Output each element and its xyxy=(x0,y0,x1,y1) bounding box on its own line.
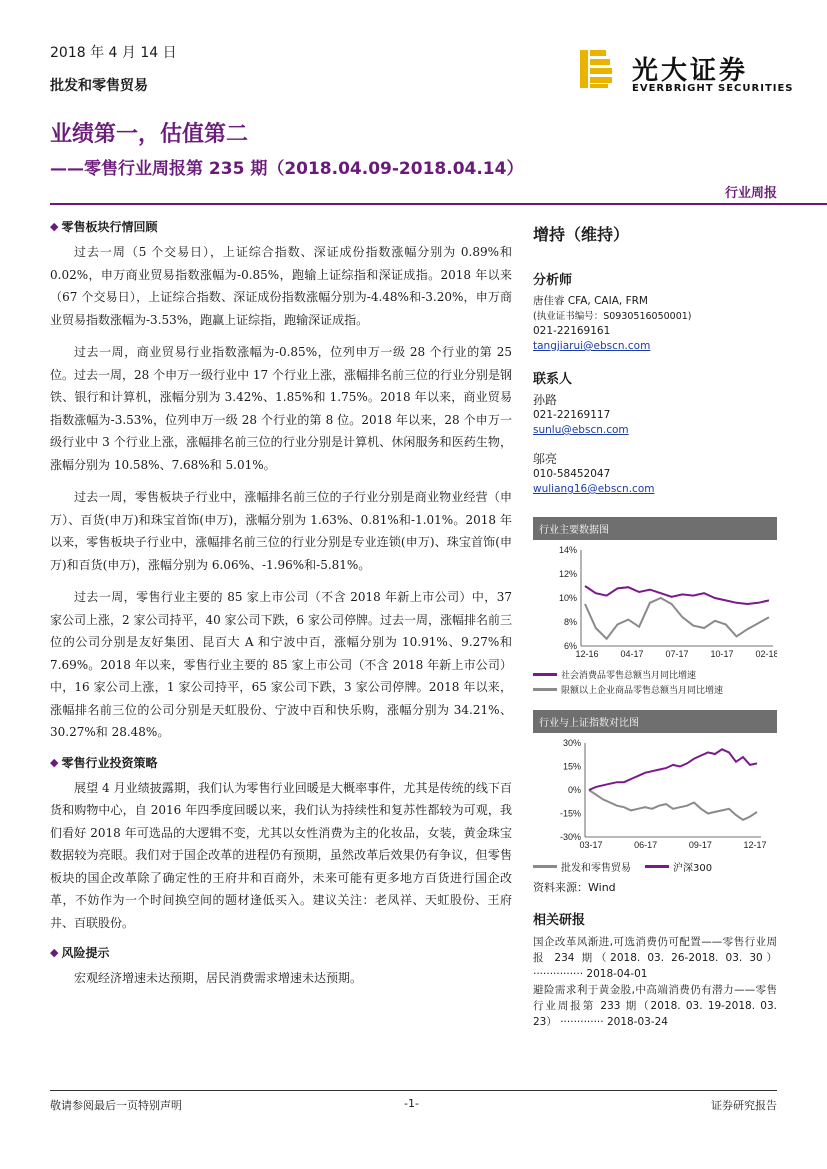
diamond-icon: ◆ xyxy=(50,755,59,769)
sidebar xyxy=(533,222,777,1030)
research-leader-dots: ··············· xyxy=(533,968,587,980)
contact-email-link[interactable]: sunlu@ebscn.com xyxy=(533,424,629,436)
series-line xyxy=(589,749,757,790)
paragraph: 展望 4 月业绩披露期，我们认为零售行业回暖是大概率事件，尤其是传统的线下百货和购物中心，自 2016 年四季度回暖以来，我们认为持续性和复苏性都较为可观，我们看好 2018 年可选品的大逻辑不变，尤其以女性消费为主的化妆品，女装，黄金珠宝数据较为亮眼。我们对于国企改革的进程仍有预期，虽然改革后效果仍有争议，但零售板块的国企改革除了确定性的王府井和百商外，未来可能有更多地方百货进行国企改革，不妨作为一个时间换空间的题材逢低买入。建议关注：老凤祥、天虹股份、王府井、百联股份。 xyxy=(50,780,512,930)
chart-industry-data xyxy=(533,517,777,696)
industry-name: 批发和零售贸易 xyxy=(50,78,148,94)
report-date: 2018 年 4 月 14 日 xyxy=(50,45,177,61)
contact-name: 邬亮 xyxy=(533,452,558,466)
footer-divider xyxy=(50,1090,777,1091)
section-heading xyxy=(50,944,512,961)
legend-label: 限额以上企业商品零售总额当月同比增速 xyxy=(561,686,724,696)
paragraph: 过去一周，商业贸易行业指数涨幅为-0.85%，位列申万一级 28 个行业的第 25 位。过去一周，28 个申万一级行业中 17 个行业上涨，涨幅排名前三位的行业分别是钢铁、银行和计算机，涨幅分别为 3.42%、1.85%和 1.75%。2018 年以来，商业贸易指数涨幅为-3.53%，位列申万一级 28 个行业的第 8 位。2018 年以来，28 个申万一级行业中 3 个行业上涨，涨幅排名前三位的行业分别是计算机、休闲服务和医药生物，涨幅分别为 10.58%、7.68%和 5.01%。 xyxy=(50,345,512,472)
research-leader-dots: ············· xyxy=(556,1016,607,1028)
y-tick-label: 14% xyxy=(558,545,577,555)
analyst-heading: 分析师 xyxy=(533,273,573,288)
y-tick-label: -30% xyxy=(559,832,581,842)
section-market-review xyxy=(50,218,512,744)
y-tick-label: 12% xyxy=(558,569,577,579)
legend-item xyxy=(533,683,777,696)
legend-swatch xyxy=(533,865,557,868)
legend-swatch xyxy=(533,673,557,676)
section-risk xyxy=(50,944,512,990)
diamond-icon: ◆ xyxy=(50,220,59,233)
x-tick-label: 04-17 xyxy=(620,649,644,659)
paragraph: 过去一周，零售行业主要的 85 家上市公司（不含 2018 年新上市公司）中，37 家公司上涨，2 家公司持平，40 家公司下跌，6 家公司停牌。过去一周，涨幅排名前三位的公司分别是友好集团、昆百大 A 和宁波中百，涨幅分别为 10.91%、9.27%和 7.69%。2018 年以来，零售行业主要的 85 家上市公司（不含 2018 年新上市公司）中，16 家公司上涨，1 家公司持平，65 家公司下跌，3 家公司停牌。2018 年以来，涨幅排名前三位的公司分别是天虹股份、宁波中百和快乐购，涨幅分别为 34.21%、30.27%和 28.48%。 xyxy=(50,590,512,739)
research-date: 2018-03-24 xyxy=(606,1016,668,1028)
section-heading-text: 零售行业投资策略 xyxy=(61,755,158,770)
legend-label: 批发和零售贸易 xyxy=(561,863,631,874)
page-number: -1- xyxy=(404,1097,419,1110)
section-heading xyxy=(50,754,512,771)
contact-name: 孙路 xyxy=(533,393,558,407)
chart-industry-vs-index xyxy=(533,710,777,895)
x-tick-label: 12-17 xyxy=(743,840,767,850)
paragraph: 过去一周，零售板块子行业中，涨幅排名前三位的子行业分别是商业物业经营（申万）、百货(申万)和珠宝首饰(申万)，涨幅分别为 1.63%、0.81%和-1.01%。2018 年以来，零售板块子行业中，涨幅排名前三位的行业分别是专业连锁(申万)、珠宝首饰(申万)和百货(申万)，涨幅分别为 6.06%、-1.96%和-5.81%。 xyxy=(50,490,512,572)
research-title: 避险需求利于黄金股,中高端消费仍有潜力——零售行业周报第 233 期（2018. 03. 19-2018. 03. 23） xyxy=(533,984,777,1028)
research-item xyxy=(533,982,777,1030)
chart-title: 行业主要数据图 xyxy=(533,517,777,540)
x-tick-label: 02-18 xyxy=(755,649,777,659)
x-tick-label: 06-17 xyxy=(634,840,658,850)
y-tick-label: 6% xyxy=(563,641,577,651)
contact-email-link[interactable]: wuliang16@ebscn.com xyxy=(533,483,655,495)
paragraph: 过去一周（5 个交易日），上证综合指数、深证成份指数涨幅分别为 0.89%和 0.02%，申万商业贸易指数涨幅为-0.85%，跑输上证综指和深证成指。2018 年以来（67 个交易日），上证综合指数、深证成份指数涨幅分别为-4.48%和-3.20%，申万商业贸易指数涨幅为-3.53%，跑赢上证综指，跑输深证成指。 xyxy=(50,245,512,327)
analyst-cert: (执业证书编号：S0930516050001) xyxy=(533,311,692,322)
report-type-tag: 行业周报 xyxy=(724,186,777,201)
header-divider xyxy=(50,203,827,205)
paragraph: 宏观经济增速未达预期，居民消费需求增速未达预期。 xyxy=(74,971,363,985)
everbright-logo-icon xyxy=(580,48,616,90)
x-tick-label: 03-17 xyxy=(579,840,603,850)
contact-phone: 010-58452047 xyxy=(533,468,611,480)
analyst-phone: 021-22169161 xyxy=(533,325,611,337)
section-investment-strategy xyxy=(50,754,512,935)
y-tick-label: -15% xyxy=(559,808,581,819)
analyst-name: 唐佳睿 CFA, CAIA, FRM xyxy=(533,295,648,307)
data-source: 资料来源：Wind xyxy=(533,881,616,894)
series-line xyxy=(585,586,769,604)
y-tick-label: 10% xyxy=(558,593,577,603)
legend-label: 社会消费品零售总额当月同比增速 xyxy=(561,671,697,681)
report-title: 业绩第一，估值第二 xyxy=(50,122,249,147)
chart-industry-vs-index-plot xyxy=(533,733,777,853)
contact-heading: 联系人 xyxy=(533,372,573,387)
x-tick-label: 12-16 xyxy=(575,649,599,659)
y-tick-label: 30% xyxy=(562,738,581,748)
y-tick-label: 15% xyxy=(562,761,581,772)
x-tick-label: 09-17 xyxy=(688,840,712,850)
research-date: 2018-04-01 xyxy=(586,968,648,980)
legend-swatch xyxy=(645,865,669,868)
rating: 增持（维持） xyxy=(533,225,630,244)
y-tick-label: 0% xyxy=(567,785,581,795)
section-heading xyxy=(50,218,512,235)
chart-industry-data-plot xyxy=(533,540,777,662)
legend-row xyxy=(533,859,777,874)
section-heading-text: 零售板块行情回顾 xyxy=(61,220,158,234)
x-tick-label: 07-17 xyxy=(665,649,689,659)
research-item xyxy=(533,934,777,982)
contact-phone: 021-22169117 xyxy=(533,409,611,421)
y-tick-label: 8% xyxy=(563,617,577,627)
section-heading-text: 风险提示 xyxy=(61,946,110,960)
main-content xyxy=(50,218,512,1000)
logo-chinese-name: 光大证券 xyxy=(632,56,749,86)
chart-title: 行业与上证指数对比图 xyxy=(533,710,777,733)
analyst-email-link[interactable]: tangjiarui@ebscn.com xyxy=(533,340,651,352)
research-heading: 相关研报 xyxy=(533,913,586,928)
legend-swatch xyxy=(533,688,557,691)
research-title: 国企改革风渐进,可选消费仍可配置——零售行业周报 234 期（2018. 03. 26-2018. 03. 30） xyxy=(533,936,777,964)
legend-item xyxy=(533,668,777,681)
diamond-icon: ◆ xyxy=(50,946,59,959)
logo-english-name: EVERBRIGHT SECURITIES xyxy=(632,83,794,94)
legend-label: 沪深300 xyxy=(673,863,713,874)
series-line xyxy=(589,790,757,820)
footer-report-label: 证券研究报告 xyxy=(711,1099,777,1112)
report-subtitle: ——零售行业周报第 235 期（2018.04.09-2018.04.14） xyxy=(50,159,524,179)
footer-disclaimer: 敬请参阅最后一页特别声明 xyxy=(50,1099,182,1112)
x-tick-label: 10-17 xyxy=(710,649,734,659)
